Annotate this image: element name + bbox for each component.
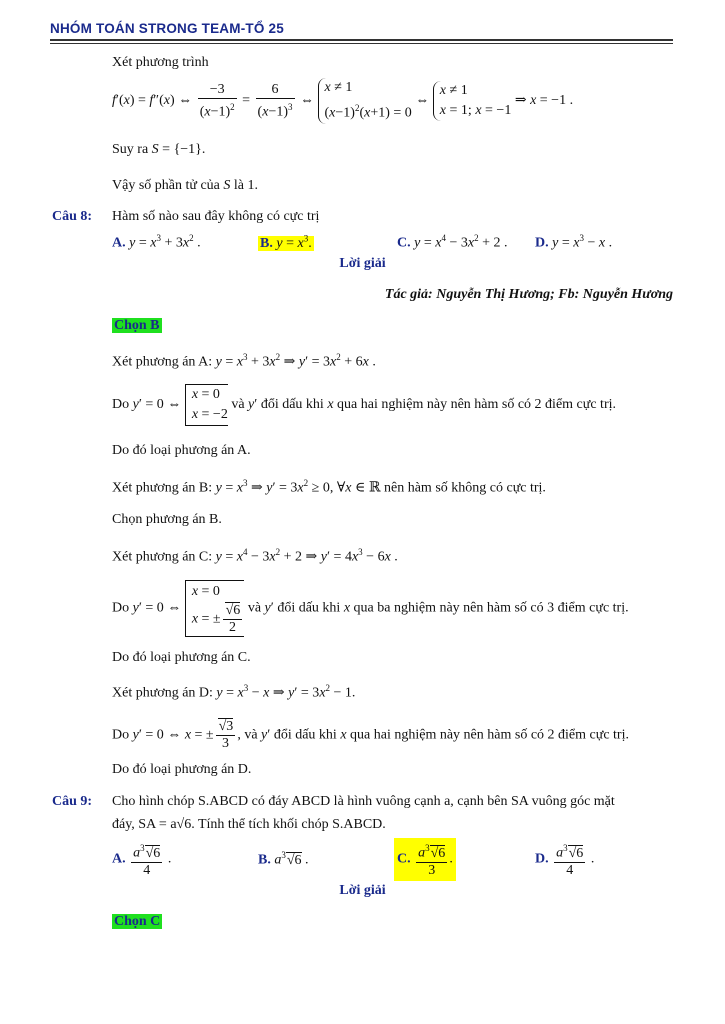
option-d: D. $y = x^3 - x$ . bbox=[535, 233, 613, 251]
option-d: D. $\frac{a^3√6}{4}$ . bbox=[535, 840, 594, 879]
text-line: Xét phương án A: $y = x^3 + 3x^2$ ⇒ $y' = 3x^2 + 6x$ . bbox=[112, 352, 376, 370]
text-line: Chọn phương án B. bbox=[112, 512, 222, 527]
text-line: Vậy số phần tử của S là 1. bbox=[112, 178, 259, 193]
option-b: B. $a^3√6$ . bbox=[258, 850, 309, 868]
equation-system: f′(x) = f″(x) ⇔ $\frac{-3}{(x-1)^2}$ = $\frac{6}{(x-1)^3}$ ⇔ x ≠ 1 $(x-1)^2(x+1) = 0$ ⇔ x ≠ 1 x = 1; x = −1 ⇒ x = −1 . bbox=[112, 78, 573, 124]
header-rule bbox=[50, 39, 673, 41]
text-line: Do y′ = 0 ⇔ x = ± $\frac{√3}{3}$ , và y′ đổi dấu khi x qua hai nghiệm này nên hàm số có 2 điểm cực trị. bbox=[112, 719, 629, 751]
solution-heading: Lời giải bbox=[339, 883, 386, 898]
text-line: Xét phương án D: $y = x^3 - x$ ⇒ $y' = 3x^2 - 1$. bbox=[112, 683, 356, 701]
text-line: Xét phương trình bbox=[112, 55, 209, 70]
text-line: Suy ra S = {−1}. bbox=[112, 142, 206, 157]
option-c: C. $y = x^4 - 3x^2 + 2$ . bbox=[397, 233, 508, 251]
text-line: Do y′ = 0 ⇔ x = 0 x = −2 và y′ đổi dấu khi x qua hai nghiệm này nên hàm số có 2 điểm cực trị. bbox=[112, 384, 616, 426]
text-line: Do y′ = 0 ⇔ x = 0 x = ± $\frac{√6}{2}$ và y′ đổi dấu khi x qua ba nghiệm này nên hàm số có 3 điểm cực trị. bbox=[112, 580, 629, 637]
question-text: Cho hình chóp S.ABCD có đáy ABCD là hình vuông cạnh a, cạnh bên SA vuông góc mặt bbox=[112, 794, 615, 809]
header-title: NHÓM TOÁN STRONG TEAM-TỔ 25 bbox=[50, 21, 284, 36]
option-c: C. $\frac{a^3√6}{3}$ . bbox=[394, 838, 456, 881]
answer-choice: Chọn C bbox=[114, 914, 161, 929]
question-label: Câu 9: bbox=[52, 794, 93, 809]
question-text: Hàm số nào sau đây không có cực trị bbox=[112, 209, 320, 224]
option-a: A. $\frac{a^3√6}{4}$ . bbox=[112, 840, 171, 879]
header-rule-thin bbox=[50, 43, 673, 44]
option-b: B. $y = x^3$. bbox=[260, 233, 312, 251]
text-line: Xét phương án B: $y = x^3$ ⇒ $y' = 3x^2 \ge 0$, ∀x ∈ ℝ nên hàm số không có cực trị. bbox=[112, 478, 546, 496]
question-label: Câu 8: bbox=[52, 209, 93, 224]
question-text: đáy, SA = a√6. Tính thể tích khối chóp S.ABCD. bbox=[112, 817, 386, 832]
answer-choice: Chọn B bbox=[114, 318, 160, 333]
text-line: Xét phương án C: $y = x^4 - 3x^2 + 2$ ⇒ $y' = 4x^3 - 6x$ . bbox=[112, 547, 398, 565]
text-line: Do đó loại phương án C. bbox=[112, 650, 251, 665]
solution-heading: Lời giải bbox=[339, 256, 386, 271]
option-a: A. $y = x^3 + 3x^2$ . bbox=[112, 233, 201, 251]
author-line: Tác giả: Nguyễn Thị Hương; Fb: Nguyễn Hương bbox=[384, 287, 673, 302]
text-line: Do đó loại phương án D. bbox=[112, 762, 252, 777]
text-line: Do đó loại phương án A. bbox=[112, 443, 251, 458]
